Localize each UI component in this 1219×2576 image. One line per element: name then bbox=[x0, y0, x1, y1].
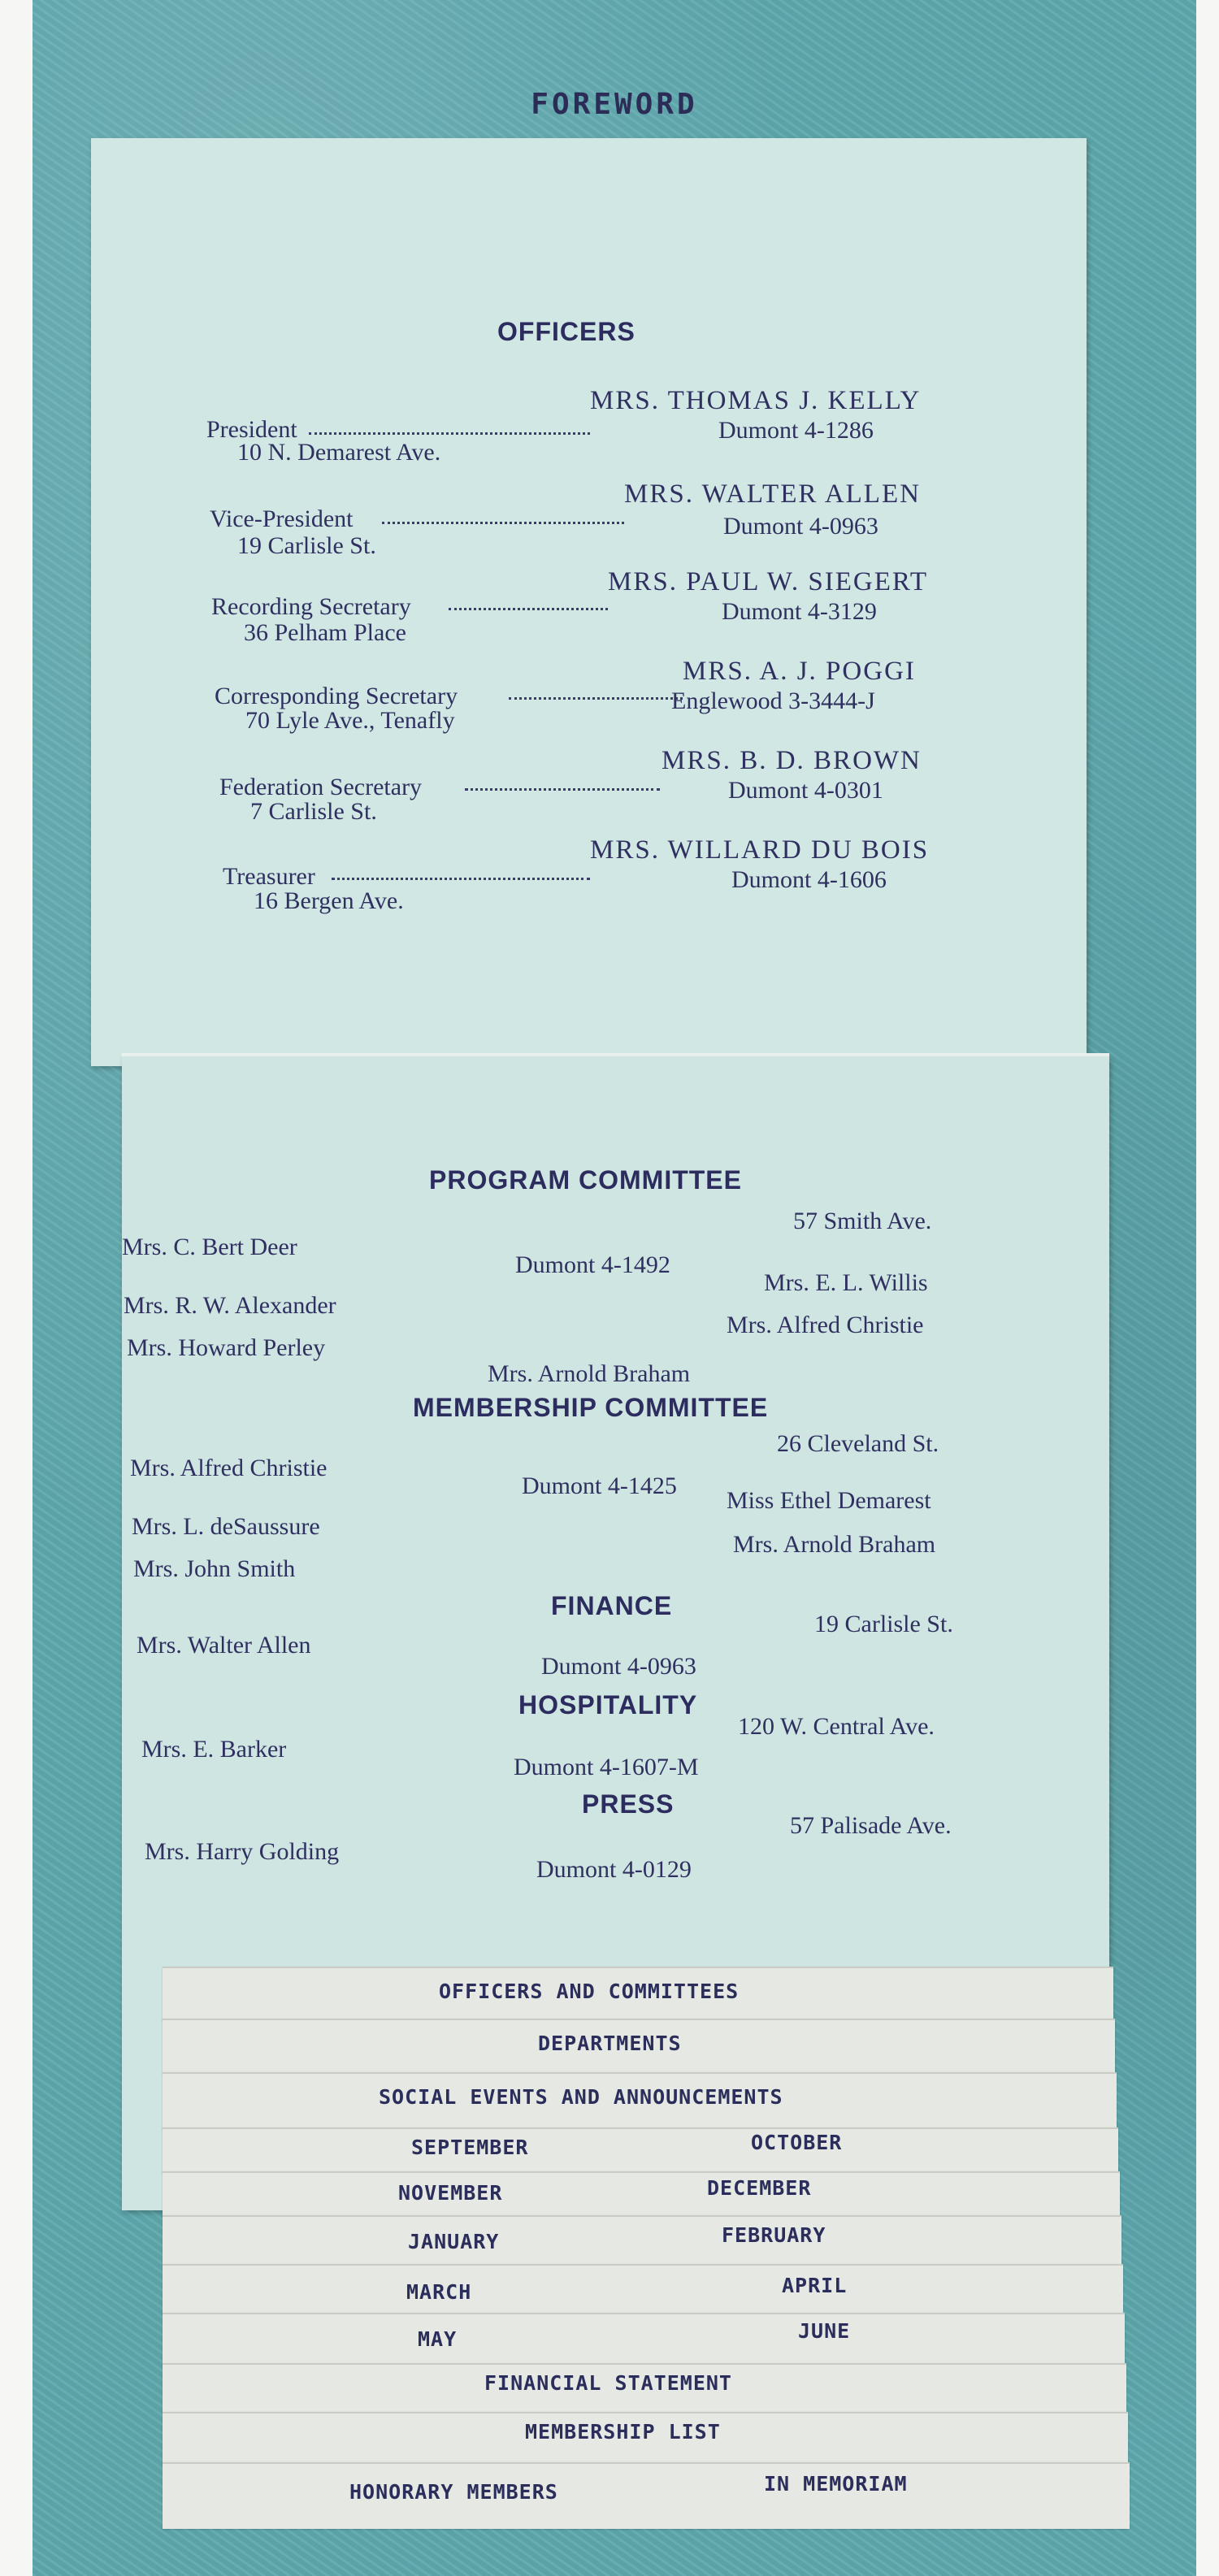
officer-phone-corresponding-secretary: Englewood 3-3444-J bbox=[671, 687, 875, 714]
officer-name-federation-secretary: MRS. B. D. BROWN bbox=[662, 746, 922, 775]
program-member-alexander: Mrs. R. W. Alexander bbox=[124, 1292, 336, 1319]
section-index-tabs bbox=[163, 1967, 1130, 2535]
officer-title-recording-secretary: Recording Secretary bbox=[211, 593, 411, 620]
officer-name-president: MRS. THOMAS J. KELLY bbox=[590, 386, 922, 415]
leader-dots bbox=[465, 788, 660, 791]
tab-september-october[interactable] bbox=[163, 2127, 1118, 2173]
officers-heading: OFFICERS bbox=[497, 317, 636, 346]
officer-title-federation-secretary: Federation Secretary bbox=[219, 774, 423, 800]
tab-financial-statement[interactable] bbox=[163, 2363, 1126, 2413]
tab-label: FEBRUARY bbox=[722, 2223, 826, 2247]
tab-honorary-memoriam[interactable] bbox=[163, 2462, 1130, 2529]
finance-member: Mrs. Walter Allen bbox=[137, 1632, 311, 1659]
membership-address: 26 Cleveland St. bbox=[777, 1430, 939, 1457]
tab-officers-committees[interactable] bbox=[163, 1967, 1113, 2020]
officer-phone-recording-secretary: Dumont 4-3129 bbox=[722, 598, 877, 625]
tab-may-june[interactable] bbox=[163, 2313, 1125, 2365]
tab-label: DECEMBER bbox=[707, 2176, 812, 2200]
press-phone: Dumont 4-0129 bbox=[536, 1856, 692, 1883]
officers-page bbox=[91, 138, 1087, 1066]
tab-departments[interactable] bbox=[163, 2019, 1115, 2074]
officer-name-corresponding-secretary: MRS. A. J. POGGI bbox=[683, 657, 916, 686]
finance-heading: FINANCE bbox=[551, 1591, 673, 1620]
tab-membership-list[interactable] bbox=[163, 2412, 1128, 2464]
leader-dots bbox=[309, 432, 590, 435]
membership-member-christie: Mrs. Alfred Christie bbox=[130, 1455, 328, 1481]
leader-dots bbox=[332, 878, 590, 880]
tab-label: JANUARY bbox=[408, 2230, 500, 2253]
tab-label: OFFICERS AND COMMITTEES bbox=[439, 1980, 740, 2003]
tab-label: JUNE bbox=[798, 2319, 851, 2343]
program-member-willis: Mrs. E. L. Willis bbox=[764, 1269, 928, 1296]
tab-label: SOCIAL EVENTS AND ANNOUNCEMENTS bbox=[379, 2085, 783, 2109]
tab-label: HONORARY MEMBERS bbox=[349, 2480, 558, 2504]
officer-address-treasurer: 16 Bergen Ave. bbox=[254, 887, 404, 914]
membership-committee-heading: MEMBERSHIP COMMITTEE bbox=[413, 1393, 769, 1422]
officer-title-vice-president: Vice-President bbox=[210, 505, 354, 532]
program-member-braham: Mrs. Arnold Braham bbox=[488, 1360, 691, 1387]
officer-phone-vice-president: Dumont 4-0963 bbox=[723, 513, 878, 540]
tab-social-events[interactable] bbox=[163, 2072, 1117, 2129]
officer-address-vice-president: 19 Carlisle St. bbox=[237, 532, 376, 559]
officer-address-corresponding-secretary: 70 Lyle Ave., Tenafly bbox=[245, 707, 455, 734]
tab-january-february[interactable] bbox=[163, 2215, 1121, 2266]
tab-label: APRIL bbox=[782, 2274, 848, 2297]
tab-label: MARCH bbox=[406, 2280, 472, 2304]
officer-name-recording-secretary: MRS. PAUL W. SIEGERT bbox=[608, 567, 929, 596]
officer-title-corresponding-secretary: Corresponding Secretary bbox=[215, 683, 458, 709]
finance-phone: Dumont 4-0963 bbox=[541, 1653, 696, 1680]
officer-address-federation-secretary: 7 Carlisle St. bbox=[250, 798, 377, 825]
tab-label: SEPTEMBER bbox=[411, 2136, 529, 2159]
press-heading: PRESS bbox=[582, 1789, 675, 1819]
officer-phone-federation-secretary: Dumont 4-0301 bbox=[728, 777, 883, 804]
membership-member-smith: Mrs. John Smith bbox=[133, 1555, 296, 1582]
tab-label: IN MEMORIAM bbox=[764, 2472, 908, 2496]
program-phone: Dumont 4-1492 bbox=[515, 1251, 670, 1278]
program-member-perley: Mrs. Howard Perley bbox=[127, 1334, 326, 1361]
tab-label: MEMBERSHIP LIST bbox=[525, 2420, 721, 2444]
leader-dots bbox=[382, 522, 624, 524]
tab-label: OCTOBER bbox=[751, 2131, 843, 2154]
hospitality-member: Mrs. E. Barker bbox=[141, 1736, 287, 1763]
hospitality-heading: HOSPITALITY bbox=[518, 1690, 698, 1720]
tab-label: MAY bbox=[418, 2327, 458, 2351]
program-member-christie: Mrs. Alfred Christie bbox=[727, 1312, 924, 1338]
tab-label: DEPARTMENTS bbox=[538, 2032, 682, 2055]
tab-label: NOVEMBER bbox=[398, 2181, 503, 2205]
officer-phone-president: Dumont 4-1286 bbox=[718, 417, 874, 444]
press-member: Mrs. Harry Golding bbox=[145, 1838, 340, 1865]
tab-label: FINANCIAL STATEMENT bbox=[484, 2371, 732, 2395]
officer-name-treasurer: MRS. WILLARD DU BOIS bbox=[590, 835, 930, 865]
finance-address: 19 Carlisle St. bbox=[814, 1611, 953, 1637]
officer-phone-treasurer: Dumont 4-1606 bbox=[731, 866, 887, 893]
program-address: 57 Smith Ave. bbox=[793, 1208, 932, 1234]
leader-dots bbox=[509, 697, 683, 700]
membership-phone: Dumont 4-1425 bbox=[522, 1472, 677, 1499]
membership-member-demarest: Miss Ethel Demarest bbox=[727, 1487, 931, 1514]
officer-address-president: 10 N. Demarest Ave. bbox=[237, 439, 441, 466]
cover-title: FOREWORD bbox=[531, 88, 698, 121]
officer-name-vice-president: MRS. WALTER ALLEN bbox=[624, 479, 921, 509]
membership-member-braham: Mrs. Arnold Braham bbox=[733, 1531, 936, 1558]
program-member-deer: Mrs. C. Bert Deer bbox=[122, 1234, 297, 1260]
officer-title-treasurer: Treasurer bbox=[223, 863, 315, 890]
program-committee-heading: PROGRAM COMMITTEE bbox=[429, 1165, 742, 1195]
hospitality-phone: Dumont 4-1607-M bbox=[514, 1754, 699, 1780]
tab-march-april[interactable] bbox=[163, 2264, 1123, 2314]
tab-november-december[interactable] bbox=[163, 2171, 1120, 2217]
press-address: 57 Palisade Ave. bbox=[790, 1812, 952, 1839]
membership-member-desaussure: Mrs. L. deSaussure bbox=[132, 1513, 320, 1540]
leader-dots bbox=[449, 608, 608, 610]
officer-title-president: President bbox=[206, 416, 297, 443]
hospitality-address: 120 W. Central Ave. bbox=[738, 1713, 935, 1740]
officer-address-recording-secretary: 36 Pelham Place bbox=[244, 619, 406, 646]
